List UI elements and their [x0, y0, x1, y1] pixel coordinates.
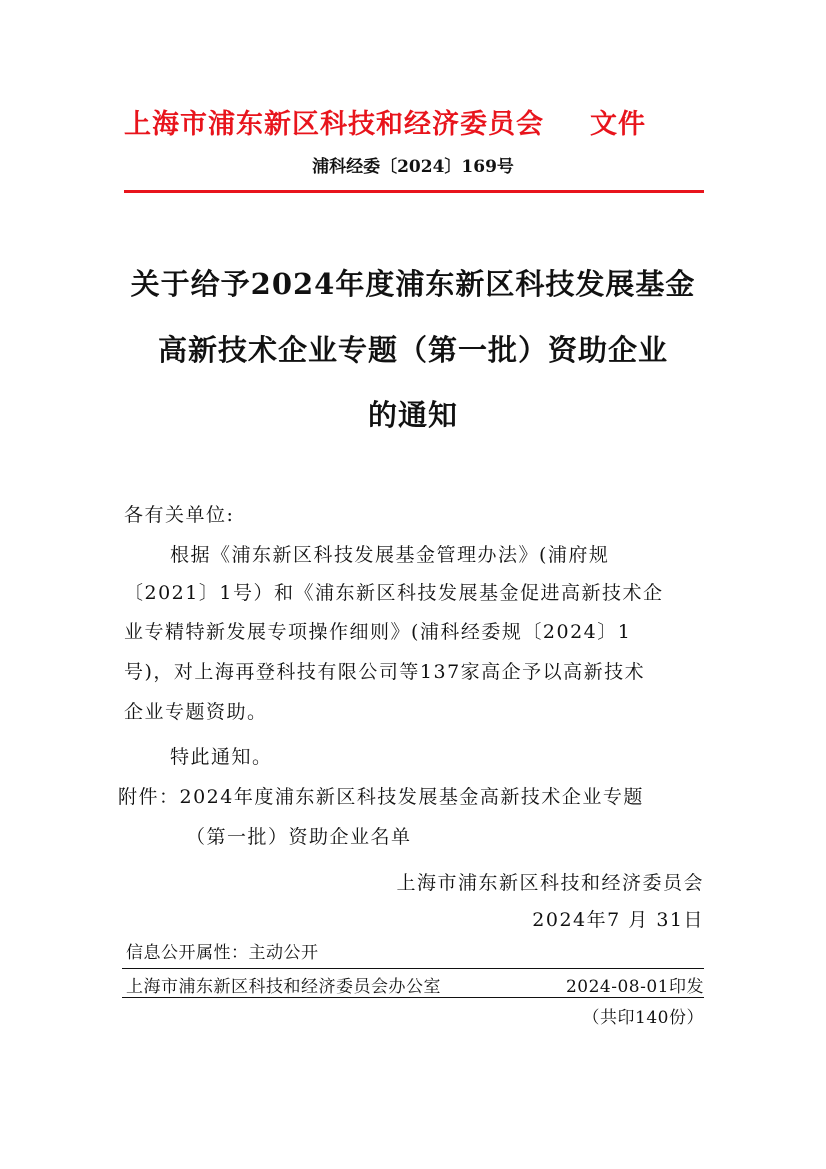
signature-date: 2024年7 月 31日 — [532, 909, 704, 931]
body-paragraph-line: 〔2021〕1号）和《浦东新区科技发展基金促进高新技术企 — [124, 582, 664, 604]
issuing-office: 上海市浦东新区科技和经济委员会办公室 — [126, 977, 441, 997]
body-paragraph-line: 业专精特新发展专项操作细则》(浦科经委规〔2024〕1 — [124, 621, 632, 643]
issue-date: 2024-08-01印发 — [565, 977, 704, 997]
red-header-rule — [124, 190, 704, 193]
document-word: 文件 — [590, 109, 646, 140]
document-number: 浦科经委〔2024〕169号 — [312, 157, 514, 177]
footer-rule-top — [122, 968, 704, 969]
agency-name: 上海市浦东新区科技和经济委员会 — [124, 109, 544, 140]
body-paragraph-line: 企业专题资助。 — [124, 701, 268, 723]
notice-title-line-2: 高新技术企业专题（第一批）资助企业 — [157, 333, 668, 367]
footer-rule-bottom — [122, 997, 704, 998]
attachment-line-2: （第一批）资助企业名单 — [186, 826, 412, 848]
attachment-line-1: 附件：2024年度浦东新区科技发展基金高新技术企业专题 — [118, 786, 644, 808]
body-paragraph-line: 根据《浦东新区科技发展基金管理办法》(浦府规 — [170, 544, 610, 566]
disclosure-attribute: 信息公开属性：主动公开 — [126, 943, 319, 963]
notice-title-line-3: 的通知 — [367, 398, 458, 432]
notice-title-line-1: 关于给予2024年度浦东新区科技发展基金 — [130, 267, 696, 301]
closing-phrase: 特此通知。 — [170, 746, 273, 768]
print-copies: （共印140份） — [582, 1008, 704, 1028]
body-paragraph-line: 号)，对上海再登科技有限公司等137家高企予以高新技术 — [124, 661, 646, 683]
issuing-agency-header — [124, 102, 646, 141]
signature-agency: 上海市浦东新区科技和经济委员会 — [396, 872, 704, 894]
salutation: 各有关单位: — [124, 504, 235, 526]
